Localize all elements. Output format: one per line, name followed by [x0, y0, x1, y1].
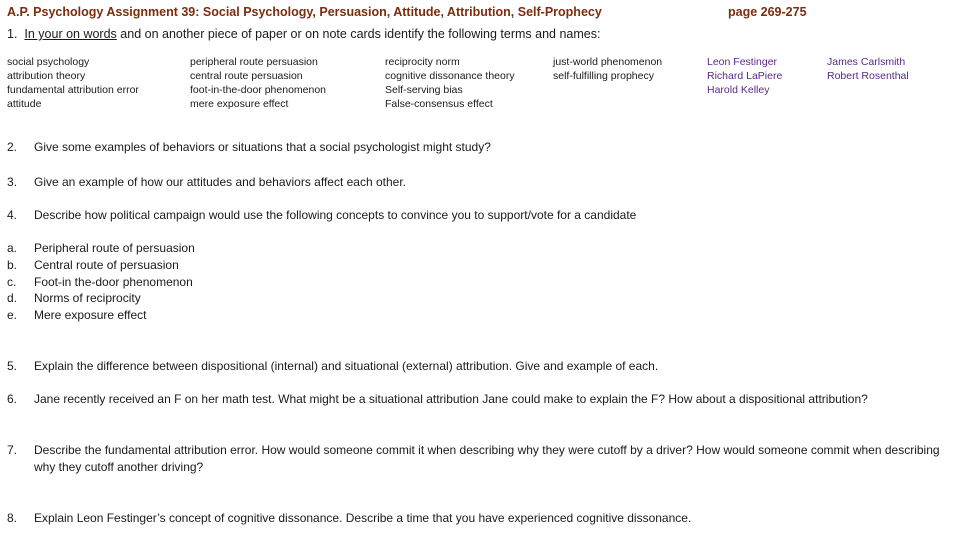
term: cognitive dissonance theory: [385, 70, 515, 82]
question-number: 5.: [7, 359, 18, 373]
question-number: 7.: [7, 443, 18, 457]
question-number: 2.: [7, 140, 18, 154]
question-number: 3.: [7, 175, 18, 189]
question-number: 8.: [7, 511, 18, 525]
question-4: [7, 207, 952, 224]
term: Self-serving bias: [385, 84, 463, 96]
term: foot-in-the-door phenomenon: [190, 84, 327, 96]
question-text: Describe how political campaign would use the following concepts to convince you to support/vote for a candidate: [34, 208, 637, 222]
term: peripheral route persuasion: [190, 56, 318, 68]
names-column-1: [707, 55, 782, 97]
person-name: Richard LaPiere: [707, 70, 783, 82]
person-name: James Carlsmith: [827, 56, 906, 68]
names-column-2: [827, 55, 909, 83]
question-text: Jane recently received an F on her math test. What might be a situational attribution Jane could make to explain the F? How about a dispositional attribution?: [34, 392, 868, 406]
question-1-number: 1.: [7, 27, 18, 41]
question-2: [7, 139, 952, 156]
assignment-title: A.P. Psychology Assignment 39: Social Psychology, Persuasion, Attitude, Attribution, Self-Prophecy: [7, 5, 602, 19]
question-number: 6.: [7, 392, 18, 406]
question-1-underlined: In your on words: [24, 27, 117, 41]
terms-column-1: [7, 55, 139, 111]
term: attitude: [7, 98, 42, 110]
question-7: [7, 442, 952, 475]
term: mere exposure effect: [190, 98, 289, 110]
question-3: [7, 174, 952, 191]
page-range: page 269-275: [728, 5, 807, 19]
term: central route persuasion: [190, 70, 303, 82]
term: fundamental attribution error: [7, 84, 139, 96]
term: self-fulfilling prophecy: [553, 70, 654, 82]
term: social psychology: [7, 56, 90, 68]
question-number: 4.: [7, 208, 18, 222]
question-text: Explain the difference between dispositional (internal) and situational (external) attribution. Give and example of each.: [34, 359, 659, 373]
question-8: [7, 510, 952, 527]
question-1: [7, 27, 600, 41]
term: attribution theory: [7, 70, 86, 82]
person-name: Leon Festinger: [707, 56, 778, 68]
question-text: Describe the fundamental attribution error. How would someone commit it when describing why they were cutoff by a driver? How would someone commit when describing why they cutoff another driving?: [34, 443, 940, 474]
terms-column-3: [385, 55, 515, 111]
term: False-consensus effect: [385, 98, 493, 110]
term: reciprocity norm: [385, 56, 460, 68]
question-text: Explain Leon Festinger’s concept of cognitive dissonance. Describe a time that you have experienced cognitive dissonance.: [34, 511, 692, 525]
question-text: Give an example of how our attitudes and behaviors affect each other.: [34, 175, 407, 189]
terms-column-4: [553, 55, 662, 83]
question-1-text: and on another piece of paper or on note cards identify the following terms and names:: [116, 27, 601, 41]
question-6: [7, 391, 952, 408]
terms-column-2: [190, 55, 326, 111]
term: just-world phenomenon: [553, 56, 663, 68]
question-5: [7, 358, 952, 375]
question-text: Give some examples of behaviors or situations that a social psychologist might study?: [34, 140, 491, 154]
person-name: Harold Kelley: [707, 84, 770, 96]
person-name: Robert Rosenthal: [827, 70, 909, 82]
